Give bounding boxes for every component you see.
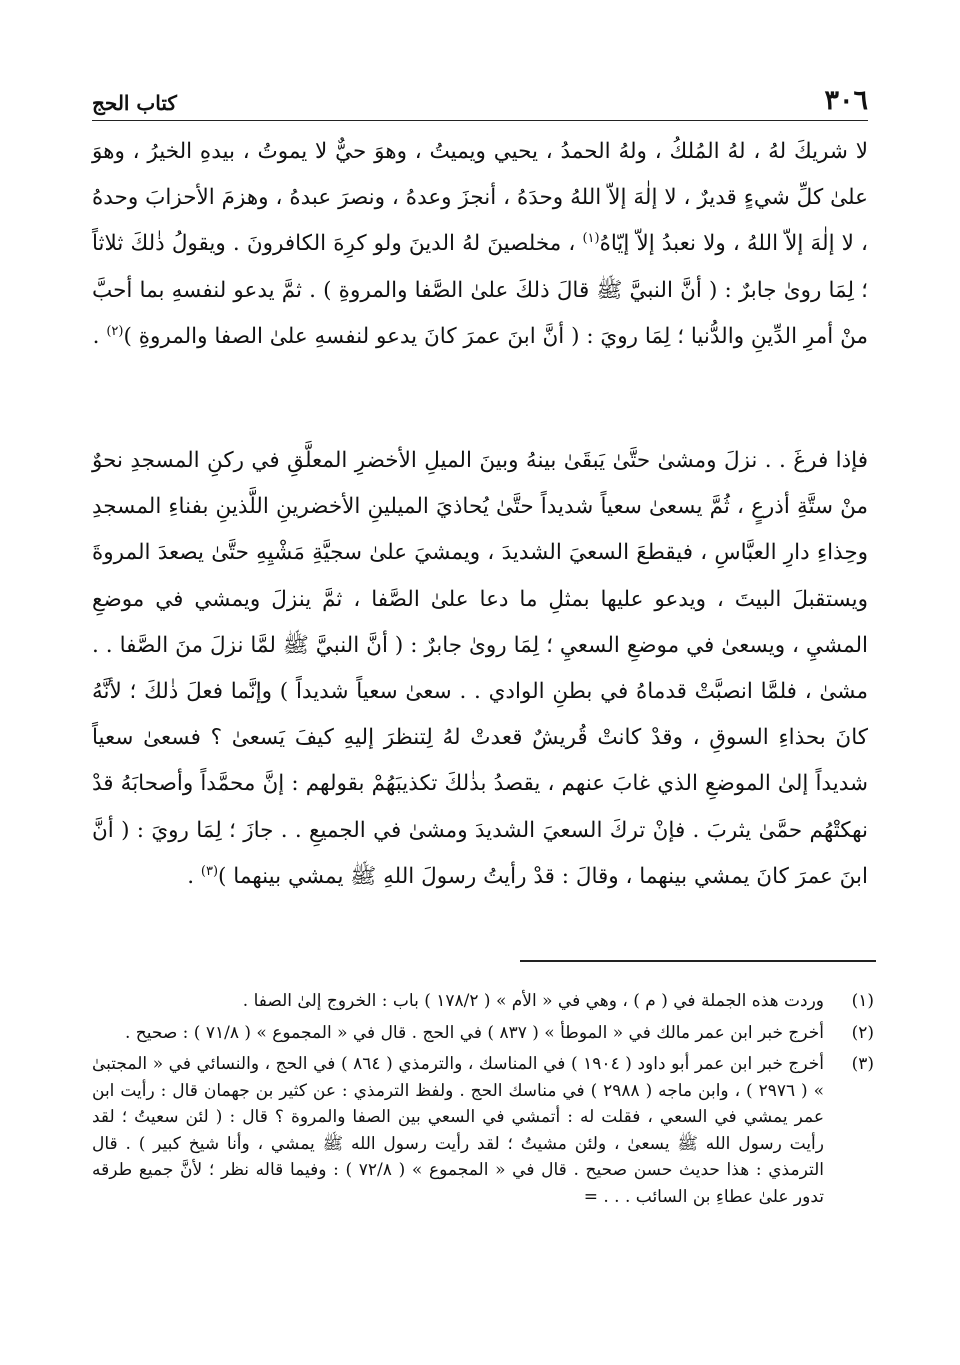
paragraph-text-end: . xyxy=(92,323,107,349)
footnote-2 xyxy=(92,1020,874,1047)
footnote-text: أخرج خبر ابن عمر مالك في « الموطأ » ( ٨٣٧ ) في الحج . قال في « المجموع » ( ٧١/٨ ) : صحيح . xyxy=(124,1022,824,1043)
footnote-ref-3: (٣) xyxy=(200,863,219,879)
running-title: كتاب الحج xyxy=(92,91,177,115)
paragraph-text-end: . xyxy=(187,863,201,889)
page-number: ٣٠٦ xyxy=(824,85,868,116)
footnote-1 xyxy=(92,988,874,1015)
main-paragraph-2 xyxy=(92,438,868,900)
footnote-ref-2: (٢) xyxy=(106,323,124,339)
footnote-mark: (٢) xyxy=(851,1022,874,1043)
footnote-3 xyxy=(92,1051,874,1210)
footnote-mark: (١) xyxy=(851,991,874,1011)
paragraph-text: لا شريكَ لهُ ، لهُ المُلكُ ، ولهُ الحمدُ ، يحيي ويميتُ ، وهوَ حيٌّ لا يموتُ ، بيدهِ الخيرُ ، وهوَ علىٰ كلِّ شيءٍ قديرٌ ، لا إلٰهَ إلاّ اللهُ وحدَهُ ، أنجزَ وعدهُ ، ونصرَ عبدهُ ، وهزمَ الأحزابَ وحدهُ ، لا إلٰهَ إلاّ اللهُ ، ولا نعبدُ إلاّ إيّاهُ xyxy=(92,139,868,257)
footnote-separator xyxy=(520,960,876,962)
footnote-text: أخرج خبر ابن عمر أبو داود ( ١٩٠٤ ) في المناسك ، والترمذي ( ٨٦٤ ) في الحج ، والنسائي في « المجتبىٰ » ( ٢٩٧٦ ) ، وابن ماجه ( ٢٩٨٨ ) في مناسك الحج . ولفظ الترمذي : عن كثير بن جهمان قال : رأيت ابن عمر يمشي في السعي ، فقلت له : أتمشي في السعي بين الصفا والمروة ؟ قال : ( لئن سعيتُ ؛ لقد رأيت رسول الله ﷺ يسعىٰ ، ولئن مشيتُ ؛ لقد رأيت رسول الله ﷺ يمشي ، وأنا شيخ كبير ) . قال الترمذي : هذا حديث حسن صحيح . قال في « المجموع » ( ٧٢/٨ ) : وفيما قاله نظر ؛ لأنَّ جميع طرقه تدور علىٰ عطاءِ بن السائب . . . = xyxy=(92,1054,824,1207)
footnote-ref-1: (١) xyxy=(582,231,600,247)
paragraph-text-cont: ، مخلصينَ لهُ الدينَ ولو كرِهَ الكافرونَ . ويقولُ ذٰلكَ ثلاثاً ؛ لِمَا روىٰ جابرٌ : ( أنَّ النبيَّ ﷺ قالَ ذلكَ علىٰ الصَّفا والمروةِ ) . ثمَّ يدعو لنفسهِ بما أحبَّ منْ أمرِ الدِّينِ والدُّنيا ؛ لِمَا رويَ : ( أنَّ ابنَ عمرَ كانَ يدعو لنفسهِ علىٰ الصفا والمروةِ ) xyxy=(92,231,868,349)
footnote-mark: (٣) xyxy=(851,1054,874,1074)
paragraph-text: فإذا فرغَ . . نزلَ ومشىٰ حتَّىٰ يَبقَىٰ بينهُ وبينَ الميلِ الأخضرِ المعلَّقِ في ركنِ المسجدِ نحوٌ منْ ستَّةِ أذرعٍ ، ثُمَّ يسعىٰ سعياً شديداً حتَّىٰ يُحاذيَ الميلينِ الأخضرينِ اللَّذينِ بفناءِ المسجدِ وحِذاءِ دارِ العبَّاسِ ، فيقطعَ السعيَ الشديدَ ، ويمشيَ علىٰ سجيَّةِ مَشْيِهِ حتَّىٰ يصعدَ المروةَ ويستقبلَ البيتَ ، ويدعو عليها بمثلِ ما دعا علىٰ الصَّفا ، ثمَّ ينزلَ ويمشي في موضعِ المشيِ ، ويسعىٰ في موضعِ السعيِ ؛ لِمَا روىٰ جابرٌ : ( أنَّ النبيَّ ﷺ لمَّا نزلَ منَ الصَّفا . . مشىٰ ، فلمَّا انصبَّتْ قدماهُ في بطنِ الوادي . . سعىٰ سعياً شديداً ) وإنَّما فعلَ ذٰلكَ ؛ لأنَّهُ كانَ بحذاءِ السوقِ ، وقدْ كانتْ قُريشٌ قعدتْ لهُ لِتنظرَ إليهِ كيفَ يَسعىٰ ؟ فسعىٰ سعياً شديداً إلىٰ الموضعِ الذي غابَ عنهم ، يقصدُ بذٰلكَ تكذيبَهُمْ بقولهم : إنَّ محمَّداً وأصحابَهُ قدْ نهكتْهُم حمَّىٰ يثربَ . فإنْ تركَ السعيَ الشديدَ ومشىٰ في الجميعِ . . جازَ ؛ لِمَا رويَ : ( أنَّ ابنَ عمرَ كانَ يمشي بينهما ، وقالَ : قدْ رأيتُ رسولَ اللهِ ﷺ يمشي بينهما ) xyxy=(92,448,868,889)
footnotes xyxy=(92,988,874,1215)
main-paragraph-1 xyxy=(92,129,868,360)
footnote-text: وردت هذه الجملة في ( م ) ، وهي في « الأم » ( ١٧٨/٢ ) باب : الخروج إلىٰ الصفا . xyxy=(242,991,824,1011)
page-header xyxy=(92,84,868,121)
